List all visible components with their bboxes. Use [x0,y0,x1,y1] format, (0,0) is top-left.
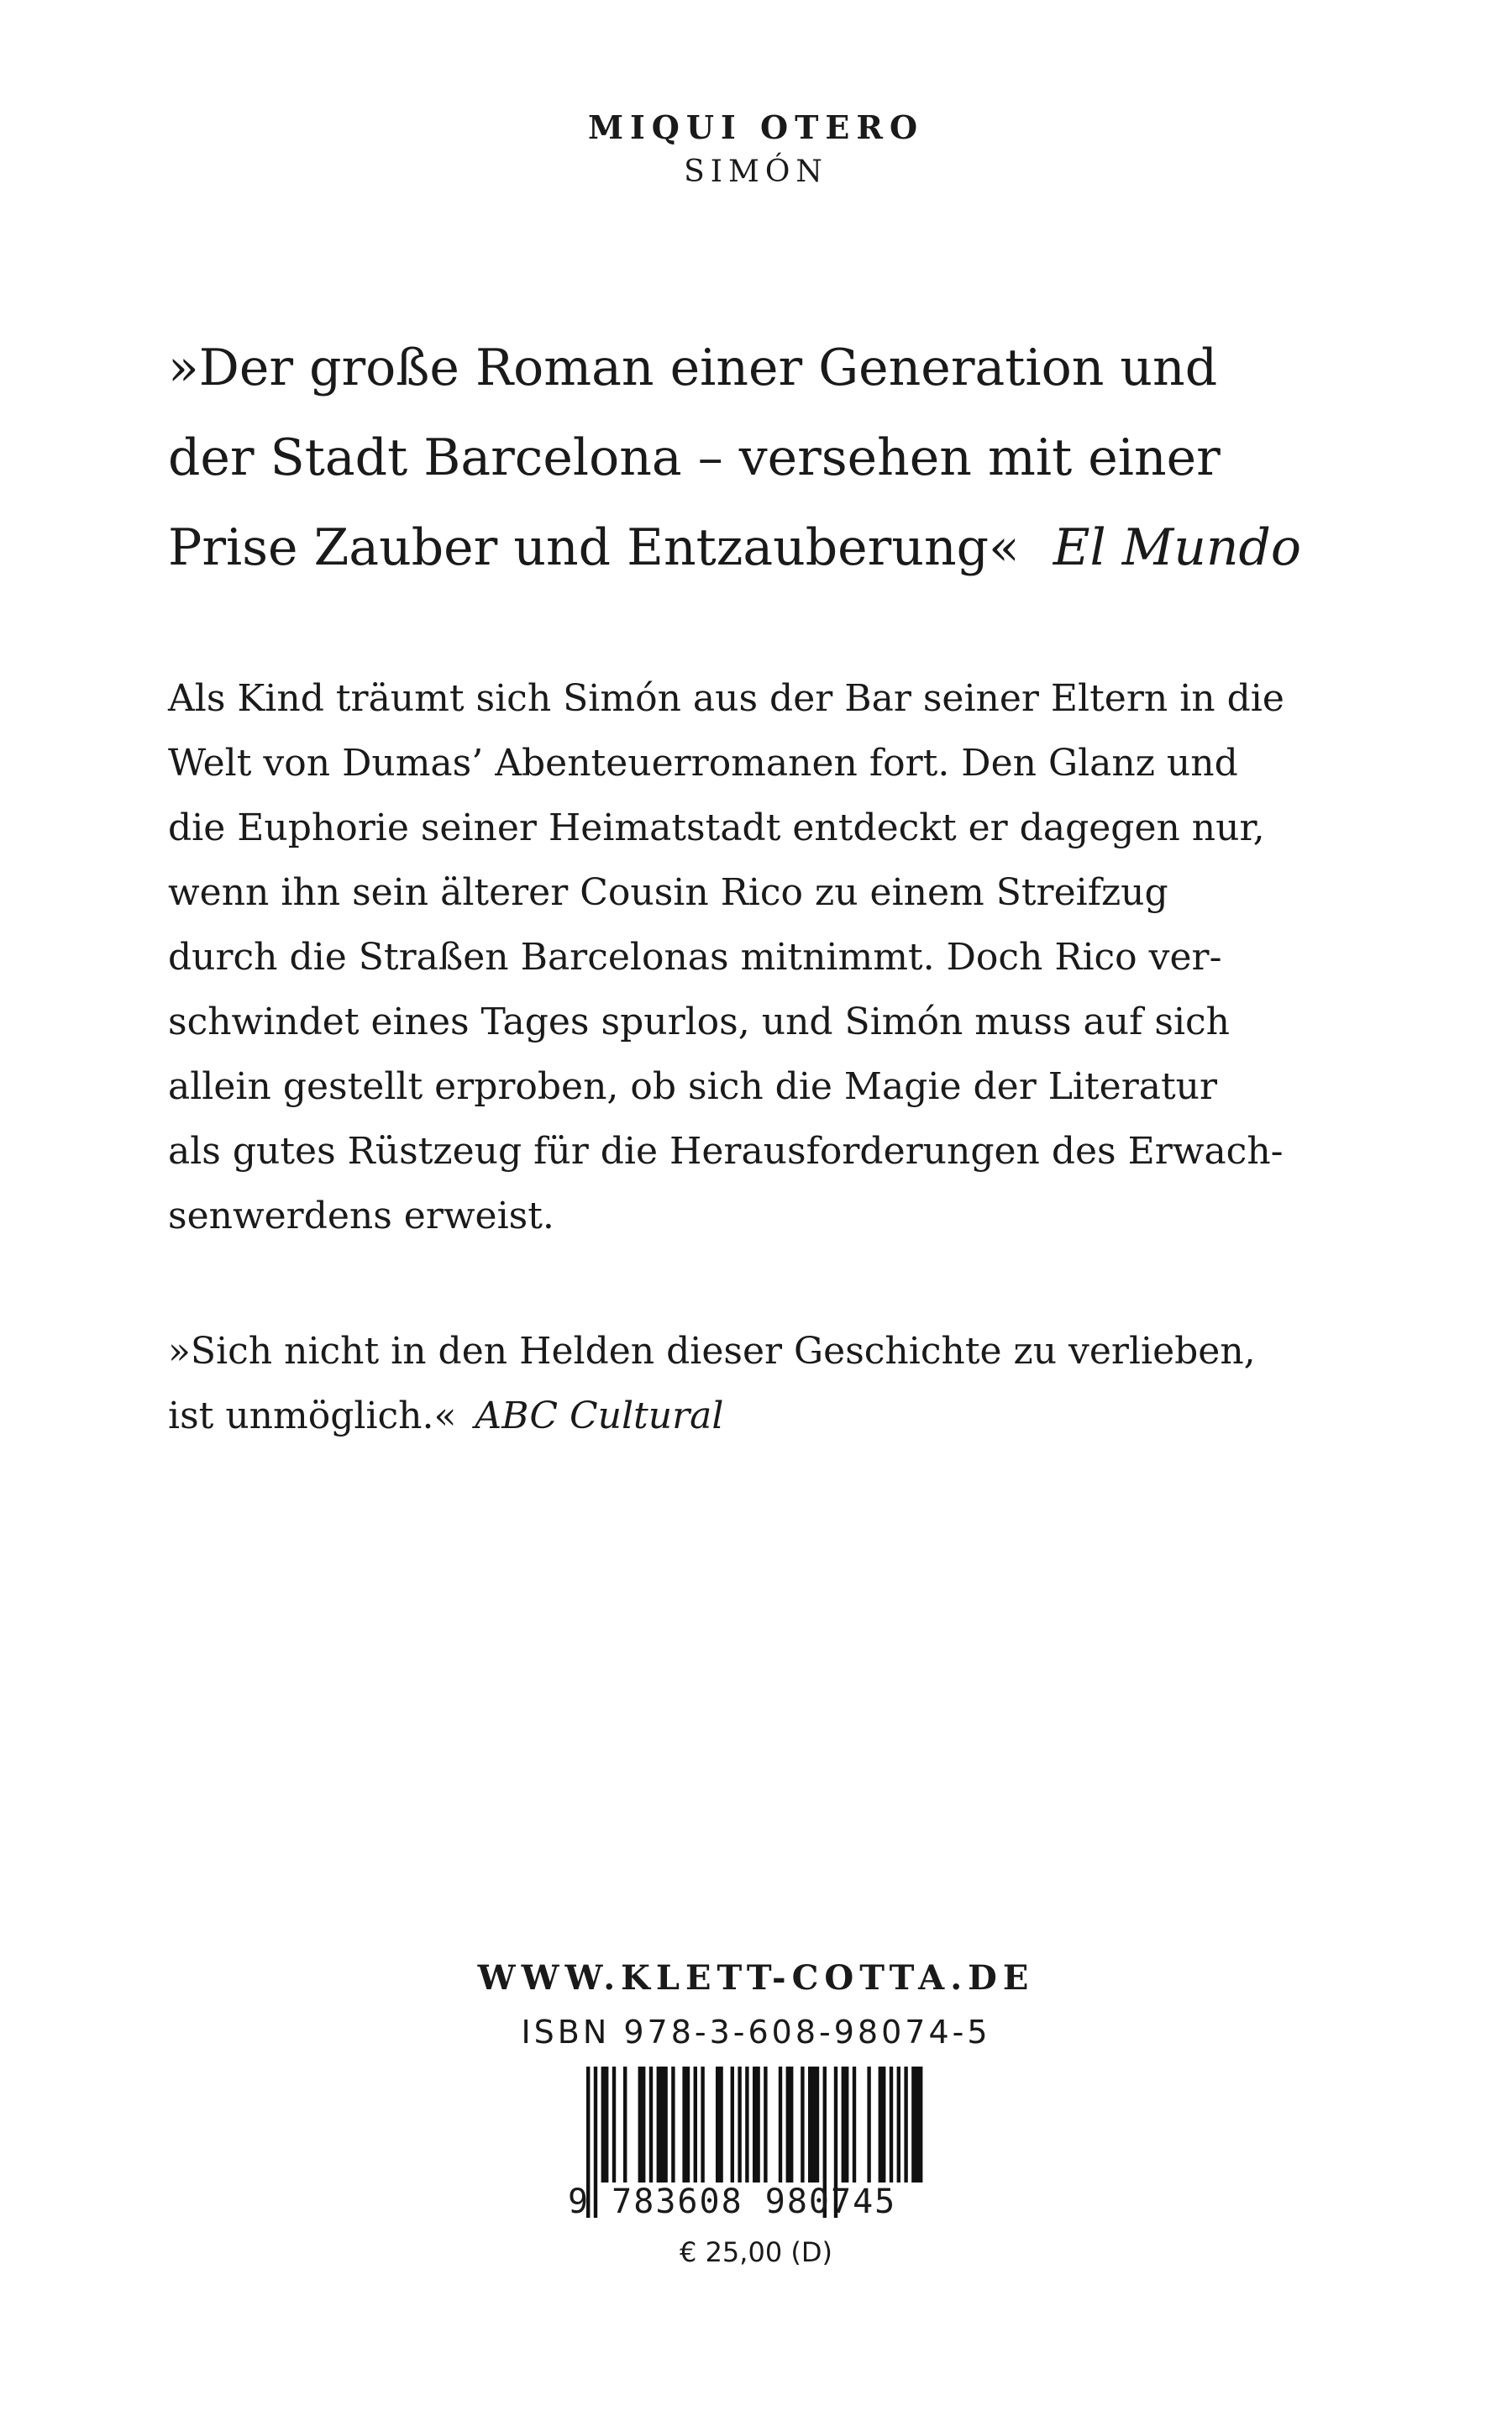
barcode-bar [911,2067,922,2183]
author-name: MIQUI OTERO [587,108,925,146]
blurb-line: Als Kind träumt sich Simón aus der Bar seiner Eltern in die [168,677,1284,720]
barcode-bar [731,2067,734,2183]
barcode-bar [623,2067,627,2183]
lead-quote-source: El Mundo [1053,518,1302,577]
lead-quote-text: Prise Zauber und Entzauberung« [168,518,1020,577]
barcode-bar [753,2067,760,2183]
barcode-bar [808,2067,819,2183]
blurb-line: durch die Straßen Barcelonas mitnimmt. Doch Rico ver- [168,936,1222,979]
barcode-bar [764,2067,767,2183]
closing-quote-line: »Sich nicht in den Helden dieser Geschichte zu verlieben, [168,1330,1256,1373]
barcode-bar [682,2067,690,2183]
barcode-bar [601,2067,609,2183]
barcode-bar [879,2067,886,2183]
barcode-bar [779,2067,782,2183]
barcode-bar [745,2067,748,2183]
barcode-bar [738,2067,741,2183]
lead-quote [168,323,1411,593]
barcode-bar [657,2067,668,2183]
barcode-bar [897,2067,900,2183]
barcode-bar [890,2067,893,2183]
blurb-line: senwerdens erweist. [168,1195,554,1237]
barcode-bar [867,2067,870,2183]
book-title: SIMÓN [684,155,828,189]
blurb-text [168,666,1411,1248]
barcode-bar [671,2067,675,2183]
blurb-line: Welt von Dumas’ Abenteuerromanen fort. Den Glanz und [168,742,1238,785]
isbn-number: ISBN 978-3-608-98074-5 [521,2014,991,2051]
barcode-bar [649,2067,653,2183]
barcode-bar [801,2067,804,2183]
closing-quote-text: ist unmöglich.« [168,1395,457,1437]
blurb-line: allein gestellt erproben, ob sich die Magie der Literatur [168,1065,1218,1108]
blurb-line: wenn ihn sein älterer Cousin Rico zu einem Streifzug [168,871,1168,914]
price: € 25,00 (D) [680,2236,832,2268]
closing-quote-source: ABC Cultural [475,1395,724,1437]
closing-quote-line-last [168,1384,1411,1448]
blurb-line: als gutes Rüstzeug für die Herausforderungen des Erwach- [168,1130,1284,1173]
barcode-bar [716,2067,723,2183]
blurb-line: schwindet eines Tages spurlos, und Simón muss auf sich [168,1001,1230,1043]
barcode-bar [904,2067,907,2183]
barcode-bar [786,2067,794,2183]
barcode-bar [694,2067,697,2183]
lead-quote-line-last [168,503,1411,593]
barcode-digits: 9 783608 980745 [568,2183,897,2221]
closing-quote [168,1319,1411,1448]
lead-quote-line: »Der große Roman einer Generation und [168,339,1218,397]
barcode-bar [853,2067,856,2183]
barcode-bar [701,2067,704,2183]
blurb-line: die Euphorie seiner Heimatstadt entdeckt er dagegen nur, [168,806,1265,849]
barcode-bar [842,2067,849,2183]
lead-quote-line: der Stadt Barcelona – versehen mit einer [168,428,1221,487]
publisher-website: WWW.KLETT-COTTA.DE [477,1958,1035,1998]
barcode-bar [638,2067,646,2183]
barcode-bar [612,2067,616,2183]
